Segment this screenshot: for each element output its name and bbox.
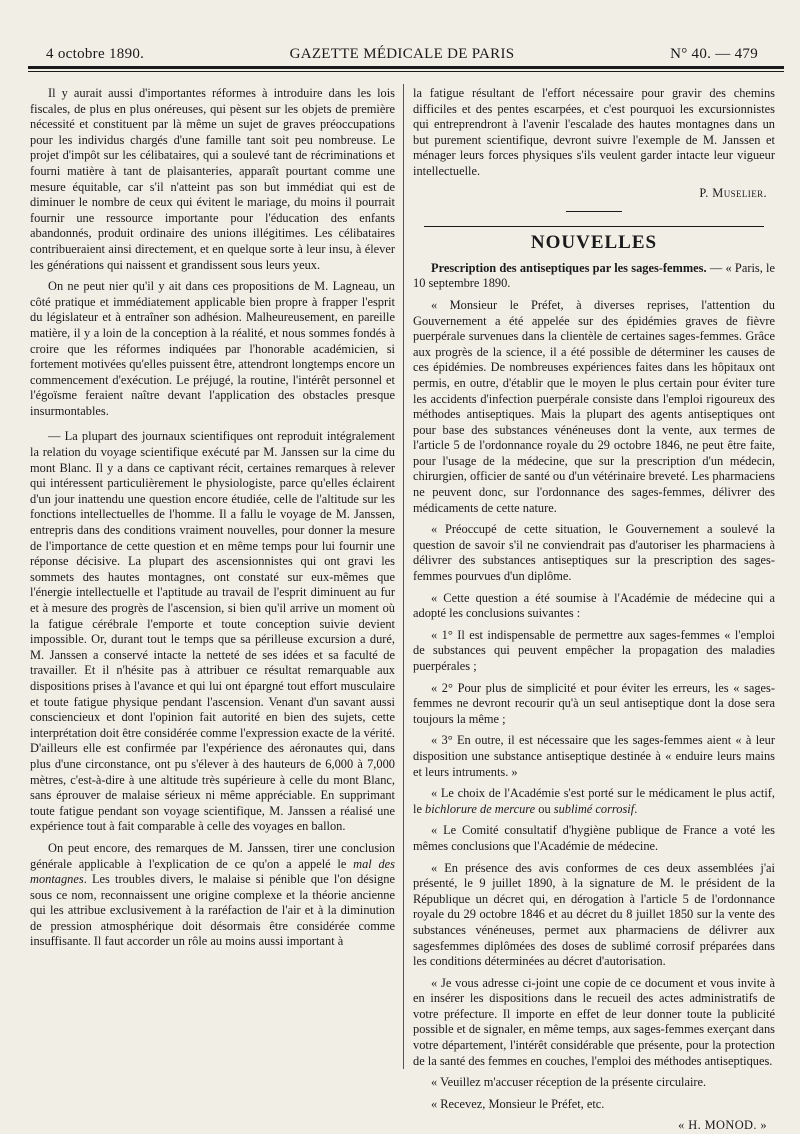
news-lead-dateline: — « Paris, le 10 septembre 1890. xyxy=(413,260,775,291)
header-rule-thick xyxy=(28,66,784,69)
news-paragraph-5: « 2° Pour plus de simplicité et pour éviter les erreurs, les « sages-femmes ne devront recourir qu'à un seul antiseptique dont la dose sera toujours la même ; xyxy=(413,680,775,726)
right-column xyxy=(413,86,775,1134)
left-paragraph-4-end: . Les troubles divers, le malaise si pénible que l'on désigne sous ce nom, reconnaissent une origine complexe et la théorie ancienne qui les attribue exclusivement à la raréfaction de l'air et à la diminution de pression atmosphérique doit désormais être considérée comme insuffisante. Il faut accorder un rôle au moins aussi important à xyxy=(30,872,395,949)
left-paragraph-2: On ne peut nier qu'il y ait dans ces propositions de M. Lagneau, un côté pratique et immédiatement applicable bien propre à frapper l'esprit du législateur et à entraîner son adhésion. Malheureusement, en pareille matière, il y a loin de la conception à la réalité, et nous sommes fondés à croire que les réformes indiquées par l'honorable académicien, si fortement motivées qu'elles puissent être, attendront longtemps encore un commencement d'exécution. Le préjugé, la routine, l'intérêt personnel et l'égoïsme feraient naître devant l'application des obstacles presque insurmontables. xyxy=(30,279,395,418)
news-paragraph-4: « 1° Il est indispensable de permettre aux sages-femmes « l'emploi de substances qui peuvent empêcher la propagation des maladies puerpérales ; xyxy=(413,627,775,673)
section-title: NOUVELLES xyxy=(530,232,658,254)
left-column xyxy=(30,86,395,956)
bichlorure-term: bichlorure de mercure xyxy=(425,801,536,816)
news-paragraph-8: « Le Comité consultatif d'hygiène publique de France a voté les mêmes conclusions que l'Académie de médecine. xyxy=(413,823,775,853)
news-paragraph-7-start: « Le choix de l'Académie s'est porté sur le médicament le plus actif, le xyxy=(413,786,775,816)
signature-rule xyxy=(566,211,622,212)
sublime-term: sublimé corrosif xyxy=(553,801,635,816)
left-paragraph-4-start: On peut encore, des remarques de M. Janssen, tirer une conclusion générale applicable à l'explication de ce qu'on a appelé le xyxy=(30,840,395,871)
header-title: GAZETTE MÉDICALE DE PARIS xyxy=(289,46,515,62)
header-rule-thin xyxy=(28,71,784,72)
news-paragraph-11: « Veuillez m'accuser réception de la présente circulaire. xyxy=(431,1075,707,1090)
left-paragraph-3: — La plupart des journaux scientifiques ont reproduit intégralement la relation du voyage scientifique exécuté par M. Janssen sur la cime du mont Blanc. Il y a dans ce captivant récit, certaines remarques à relever qui intéressent particulièrement le physiologiste, parce qu'elles éclairent d'un jour inattendu une question encore étudiée, celle de l'altitude sur les fonctions intellectuelles de l'homme. Il a fallu le voyage de M. Janssen, entrepris dans des conditions vraiment nouvelles, pour donner la mesure de l'importance de cette question et en même temps pour lui fournir une réponse décisive. La plupart des ascensionnistes qui ont gravi les sommets des hautes montagnes, ont constaté sur eux-mêmes que l'énergie intellectuelle et l'aptitude au travail de l'esprit diminuent au fur et à mesure des progrès de l'ascension, si bien qu'il arrive un moment où la fatigue cérébrale l'emporte et toute conception suivie devient impossible. Or, durant tout le temps que sa périlleuse excursion a duré, M. Janssen a conservé intacte la netteté de ses idées et sa faculté de travailler. Et il n'hésite pas à attribuer ce résultat remarquable aux dispositions prises à l'avance et qui lui ont épargné tout effort musculaire et toute fatigue physique pendant l'ascension. Venant d'un savant aussi consciencieux et dont l'opinion fait autorité en bien des sujets, cette interprétation doit être considérée comme l'expression exacte de la vérité. D'ailleurs elle est confirmée par l'expérience des aéronautes qui, dans plus d'une circonstance, ont pu s'élever à des hauteurs de 6,000 à 7,000 mètres, c'est-à-dire à une altitude très supérieure à celle du mont Blanc, sans éprouver de malaise sérieux ni même appréciable. En supprimant toute fatigue pendant son voyage scientifique, M. Janssen a réalisé une expérience tout à fait comparable à celle des voyages en ballon. xyxy=(30,429,395,834)
signature-monod: « H. MONOD. » xyxy=(678,1118,767,1133)
mal-des-montagnes-term: mal des montagnes xyxy=(30,856,395,887)
news-paragraph-2: « Préoccupé de cette situation, le Gouvernement a soulevé la question de savoir s'il ne conviendrait pas d'autoriser les pharmaciens à délivrer des substances antiseptiques sur la prescription des sages-femmes pourvues d'un diplôme. xyxy=(413,522,775,584)
news-lead-title: Prescription des antiseptiques par les sages-femmes. xyxy=(431,260,707,275)
column-divider xyxy=(403,84,404,1069)
news-lead xyxy=(413,261,775,292)
section-rule xyxy=(424,226,764,227)
news-paragraph-6: « 3° En outre, il est nécessaire que les sages-femmes aient « à leur disposition une substance antiseptique destinée à « enduire leurs mains et leurs intruments. » xyxy=(413,733,775,779)
right-continuation: la fatigue résultant de l'effort nécessaire pour gravir des chemins difficiles et des pentes escarpées, et c'est pourquoi les excursionnistes qui entreprendront à l'avenir l'escalade des hautes montagnes dans un but purement scientifique, devront suivre l'exemple de M. Janssen et ménager leurs forces physiques s'ils veulent garder intacte leur vigueur intellectuelle. xyxy=(413,86,775,178)
news-paragraph-12: « Recevez, Monsieur le Préfet, etc. xyxy=(431,1096,605,1111)
left-paragraph-1: Il y aurait aussi d'importantes réformes à introduire dans les lois fiscales, de plus en plus onéreuses, qui pèsent sur les objets de première nécessité et constituent par là même un sujet de graves préoccupations pour les individus chargés d'une famille tant soit peu nombreuse. Le projet d'impôt sur les célibataires, qui a soulevé tant de récriminations et fourni matière à tant de plaisanteries, apparaît pourtant comme une mesure équitable, car s'il n'atteint pas son but immédiat qui est de diminuer le nombre de ceux qui évitent le mariage, du moins il pourrait fournir une ressource importante pour l'éducation des enfants abandonnés, produit ordinaire des unions illégitimes. Les célibataires contribueraient ainsi directement, et en quelque sorte à leur insu, à élever les générations qui naissent et grandissent sous leurs yeux. xyxy=(30,86,395,272)
page-header xyxy=(46,44,758,68)
news-paragraph-9: « En présence des avis conformes de ces deux assemblées j'ai présenté, le 9 juillet 1890, à la signature de M. le président de la République un décret qui, en dérogation à l'article 5 de l'ordonnance royale du 29 octobre 1846 et au décret du 8 juillet 1850 sur la vente des substances vénéneuses, permet aux pharmaciens de délivrer aux sagesfemmes diplômées des doses de sublimé corrosif préparées dans les conditions déterminées au décret d'autorisation. xyxy=(413,860,775,969)
news-paragraph-7-mid: ou xyxy=(535,801,554,816)
news-paragraph-1: « Monsieur le Préfet, à diverses reprises, l'attention du Gouvernement a été appelée sur des épidémies graves de fièvre puerpérale survenues dans la clientèle de certaines sages-femmes. Grâce aux progrès de la science, il a été possible de déterminer les causes de ces épidémies. De nombreuses expériences faites dans les hôpitaux ont permis, en outre, d'établir que le moyen le plus certain pour éviter ture les accidents d'infection puerpérale consiste dans l'emploi rigoureux des méthodes antiseptiques. Mais la plupart des agents antiseptiques ont pour base des substances vénéneuses dont la vente, aux termes de l'article 5 de l'ordonnance royale du 29 octobre 1846, ne peut être faite, pour l'usage de la médecine, que sur la prescription d'un médecin, chirurgien, officier de santé ou d'un vétérinaire breveté. Les pharmaciens ne peuvent donc, sur l'ordonnance des sages-femmes, délivrer des médicaments de cette nature. xyxy=(413,297,775,515)
signature-muselier: P. Muselier. xyxy=(699,185,767,200)
news-paragraph-3: « Cette question a été soumise à l'Académie de médecine qui a adopté les conclusions suivantes : xyxy=(413,590,775,621)
header-date: 4 octobre 1890. xyxy=(46,46,145,62)
news-paragraph-7-end: . xyxy=(634,801,638,816)
news-paragraph-10: « Je vous adresse ci-joint une copie de ce document et vous invite à en insérer les dispositions dans le recueil des actes administratifs de votre préfecture. Il importe en effet de leur donner toute la publicité possible et de signaler, en même temps, aux sages-femmes exerçant dans votre département, l'intérêt considérable que présente, pour la protection de la santé des femmes en couches, l'emploi des méthodes antiseptiques. xyxy=(413,975,775,1068)
left-paragraph-4 xyxy=(30,841,395,950)
news-paragraph-7 xyxy=(413,786,775,817)
header-issue: N° 40. — 479 xyxy=(670,46,758,62)
